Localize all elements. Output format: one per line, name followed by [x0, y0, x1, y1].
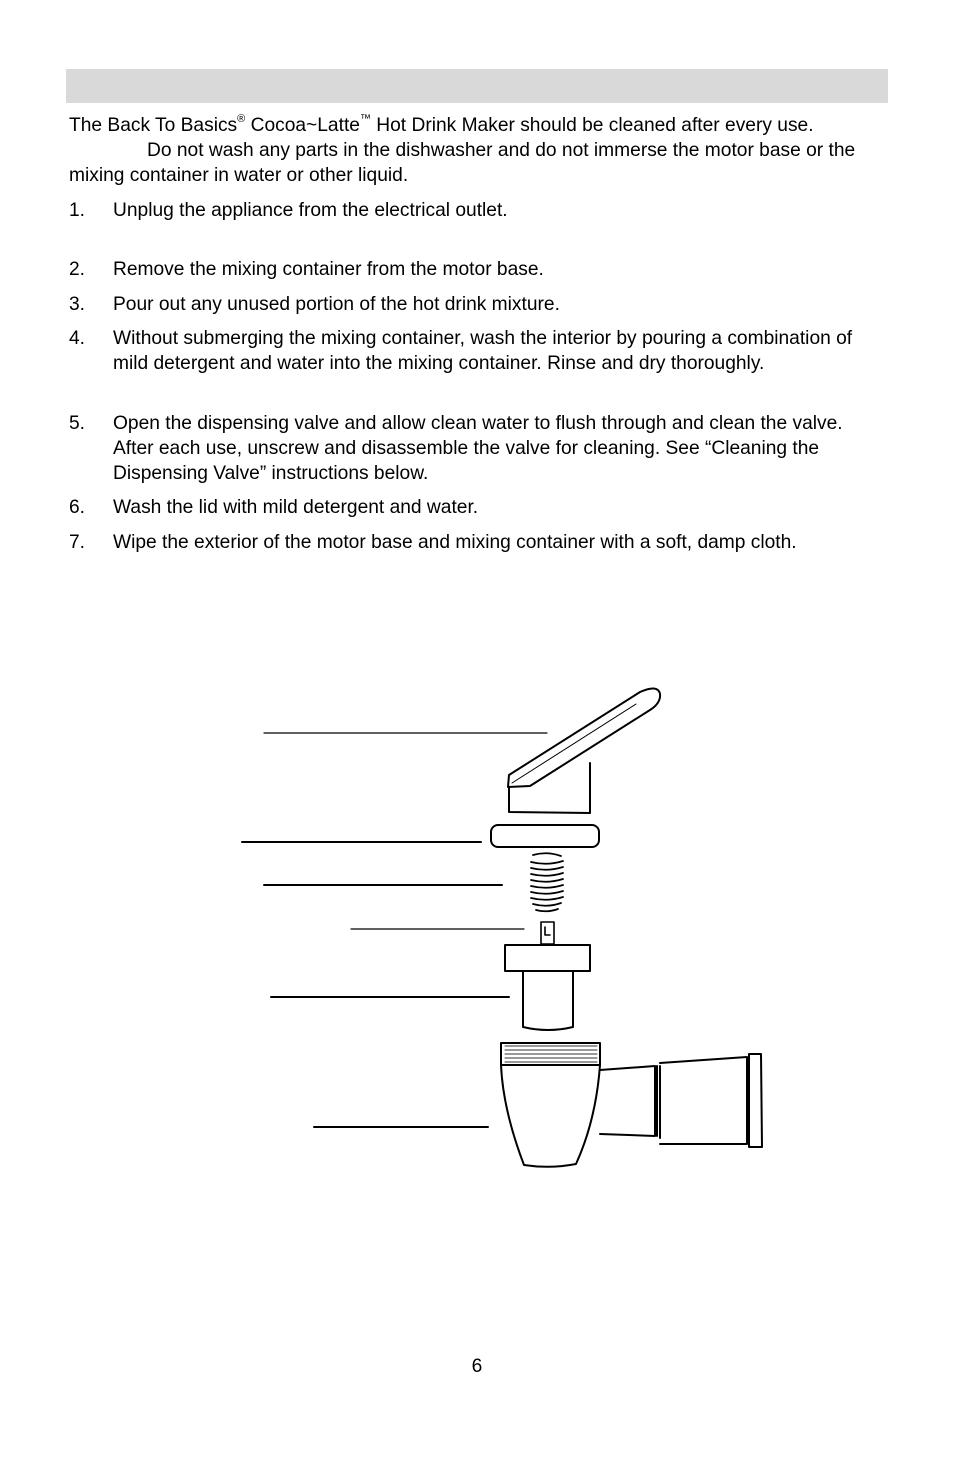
step-item: [69, 257, 889, 282]
intro-text-4: Do not wash any parts in the dishwasher and do not immerse the motor base or the mixing container in water or other liquid.: [69, 140, 856, 186]
step-number: 7.: [69, 532, 86, 553]
intro-text-3: Hot Drink Maker should be cleaned after every use.: [370, 115, 814, 136]
dispensing-valve-diagram: [0, 670, 954, 1190]
step-text: Pour out any unused portion of the hot drink mixture.: [113, 294, 560, 315]
step-item: [69, 530, 889, 555]
step-number: 5.: [69, 413, 86, 434]
step-number: 2.: [69, 259, 86, 280]
trademark-mark: ™: [359, 112, 371, 125]
valve-plunger: [505, 945, 590, 1030]
step-text: Unplug the appliance from the electrical outlet.: [113, 200, 508, 221]
step-text: Wash the lid with mild detergent and water.: [113, 497, 479, 518]
registered-mark: ®: [237, 112, 246, 125]
step-number: 1.: [69, 200, 86, 221]
step-item: [69, 198, 889, 223]
valve-body: [501, 1043, 762, 1167]
step-number: 3.: [69, 294, 86, 315]
step-item: [69, 411, 889, 486]
page-number: 6: [471, 1356, 483, 1377]
valve-handle: [508, 688, 660, 813]
step-number: 6.: [69, 497, 86, 518]
step-item: [69, 326, 889, 376]
step-text: Wipe the exterior of the motor base and mixing container with a soft, damp cloth.: [113, 532, 797, 553]
valve-pin: [541, 922, 554, 944]
step-text: Remove the mixing container from the motor base.: [113, 259, 544, 280]
step-number: 4.: [69, 328, 86, 349]
step-text: Without submerging the mixing container, wash the interior by pouring a combination of mild detergent and water into the mixing container. Rinse and dry thoroughly.: [113, 328, 853, 374]
step-item: [69, 292, 889, 317]
step-text: Open the dispensing valve and allow clean water to flush through and clean the valve. After each use, unscrew and disassemble the valve for cleaning. See “Cleaning the Dispensing Valve” instructions below.: [113, 413, 843, 484]
valve-washer: [491, 825, 599, 847]
valve-spring: [531, 853, 563, 911]
section-header-bar: [66, 69, 888, 103]
intro-paragraph: [69, 113, 889, 188]
intro-text-2: Cocoa~Latte: [245, 115, 360, 136]
step-item: [69, 495, 889, 520]
intro-text-1: The Back To Basics: [69, 115, 238, 136]
